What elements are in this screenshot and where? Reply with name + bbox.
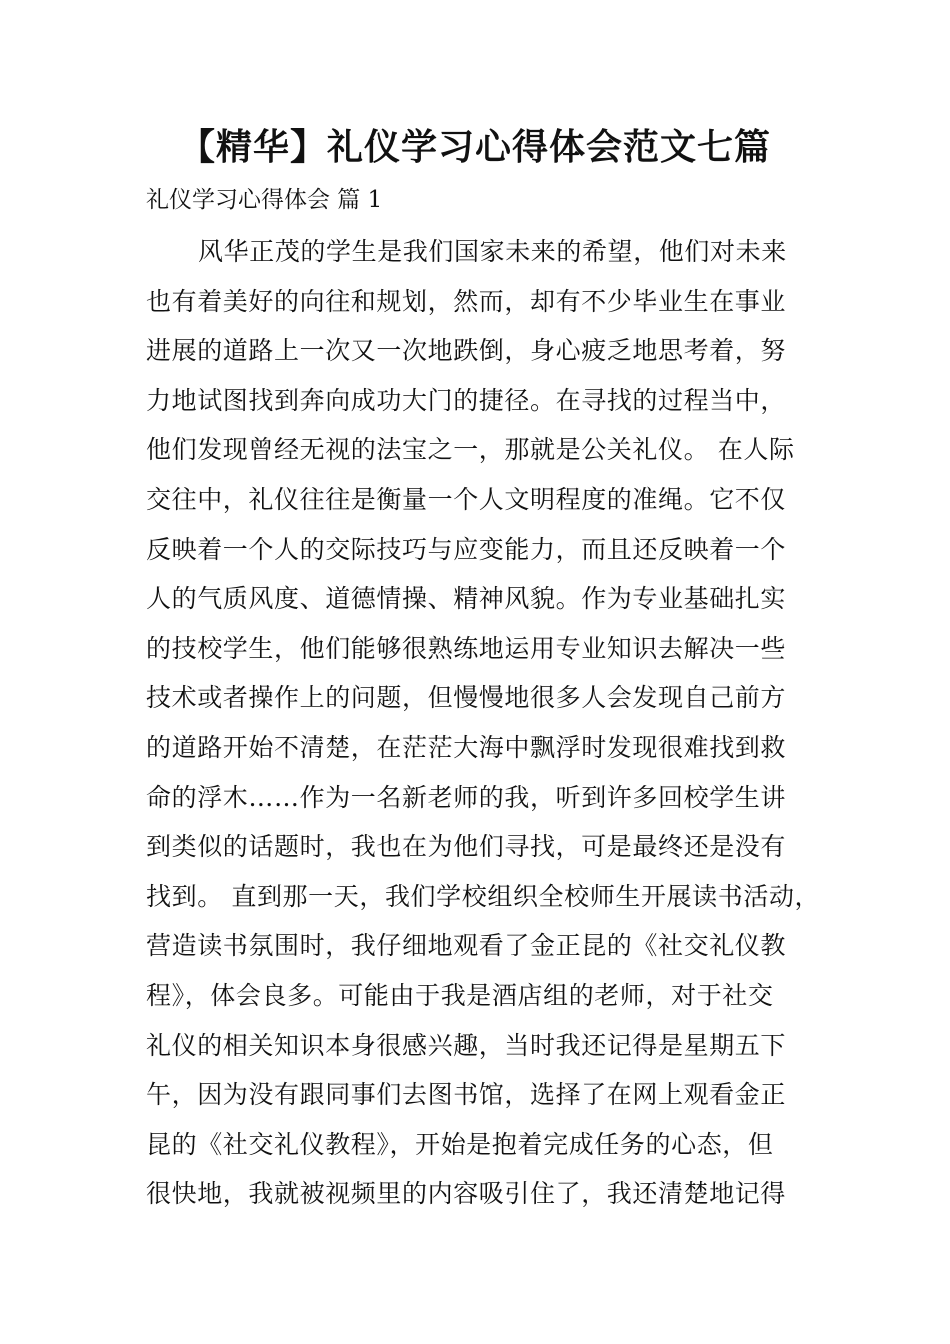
text-line: 营造读书氛围时，我仔细地观看了金正昆的《社交礼仪教 (146, 931, 787, 961)
text-line: 人的气质风度、道德情操、精神风貌。作为专业基础扎实 (146, 584, 787, 614)
text-line: 他们发现曾经无视的法宝之一，那就是公关礼仪。 在人际 (146, 435, 795, 465)
text-line: 也有着美好的向往和规划，然而，却有不少毕业生在事业 (146, 286, 787, 316)
text-line: 的道路开始不清楚，在茫茫大海中飘浮时发现很难找到救 (146, 732, 787, 762)
text-line: 的技校学生，他们能够很熟练地运用专业知识去解决一些 (146, 633, 787, 663)
document-title: 【精华】礼仪学习心得体会范文七篇 (178, 127, 771, 168)
text-line: 程》，体会良多。可能由于我是酒店组的老师，对于社交 (146, 980, 774, 1010)
text-line: 反映着一个人的交际技巧与应变能力，而且还反映着一个 (146, 534, 787, 564)
text-line: 交往中，礼仪往往是衡量一个人文明程度的准绳。它不仅 (146, 484, 787, 514)
text-line: 到类似的话题时，我也在为他们寻找，可是最终还是没有 (146, 832, 787, 862)
text-line: 进展的道路上一次又一次地跌倒，身心疲乏地思考着，努 (146, 336, 787, 366)
text-line: 技术或者操作上的问题，但慢慢地很多人会发现自己前方 (146, 683, 787, 713)
text-line: 礼仪的相关知识本身很感兴趣，当时我还记得是星期五下 (146, 1030, 787, 1060)
text-line: 命的浮木……作为一名新老师的我，听到许多回校学生讲 (146, 782, 787, 812)
text-line: 风华正茂的学生是我们国家未来的希望，他们对未来 (198, 237, 787, 266)
text-line: 力地试图找到奔向成功大门的捷径。在寻找的过程当中， (146, 385, 787, 415)
text-line: 找到。 直到那一天，我们学校组织全校师生开展读书活动， (146, 881, 821, 911)
text-line: 很快地，我就被视频里的内容吸引住了，我还清楚地记得 (146, 1179, 787, 1209)
text-line: 昆的《社交礼仪教程》，开始是抱着完成任务的心态，但 (146, 1129, 774, 1159)
body-text (146, 227, 822, 1219)
section-heading: 礼仪学习心得体会 篇 1 (146, 187, 383, 213)
text-line: 午，因为没有跟同事们去图书馆，选择了在网上观看金正 (146, 1080, 787, 1110)
